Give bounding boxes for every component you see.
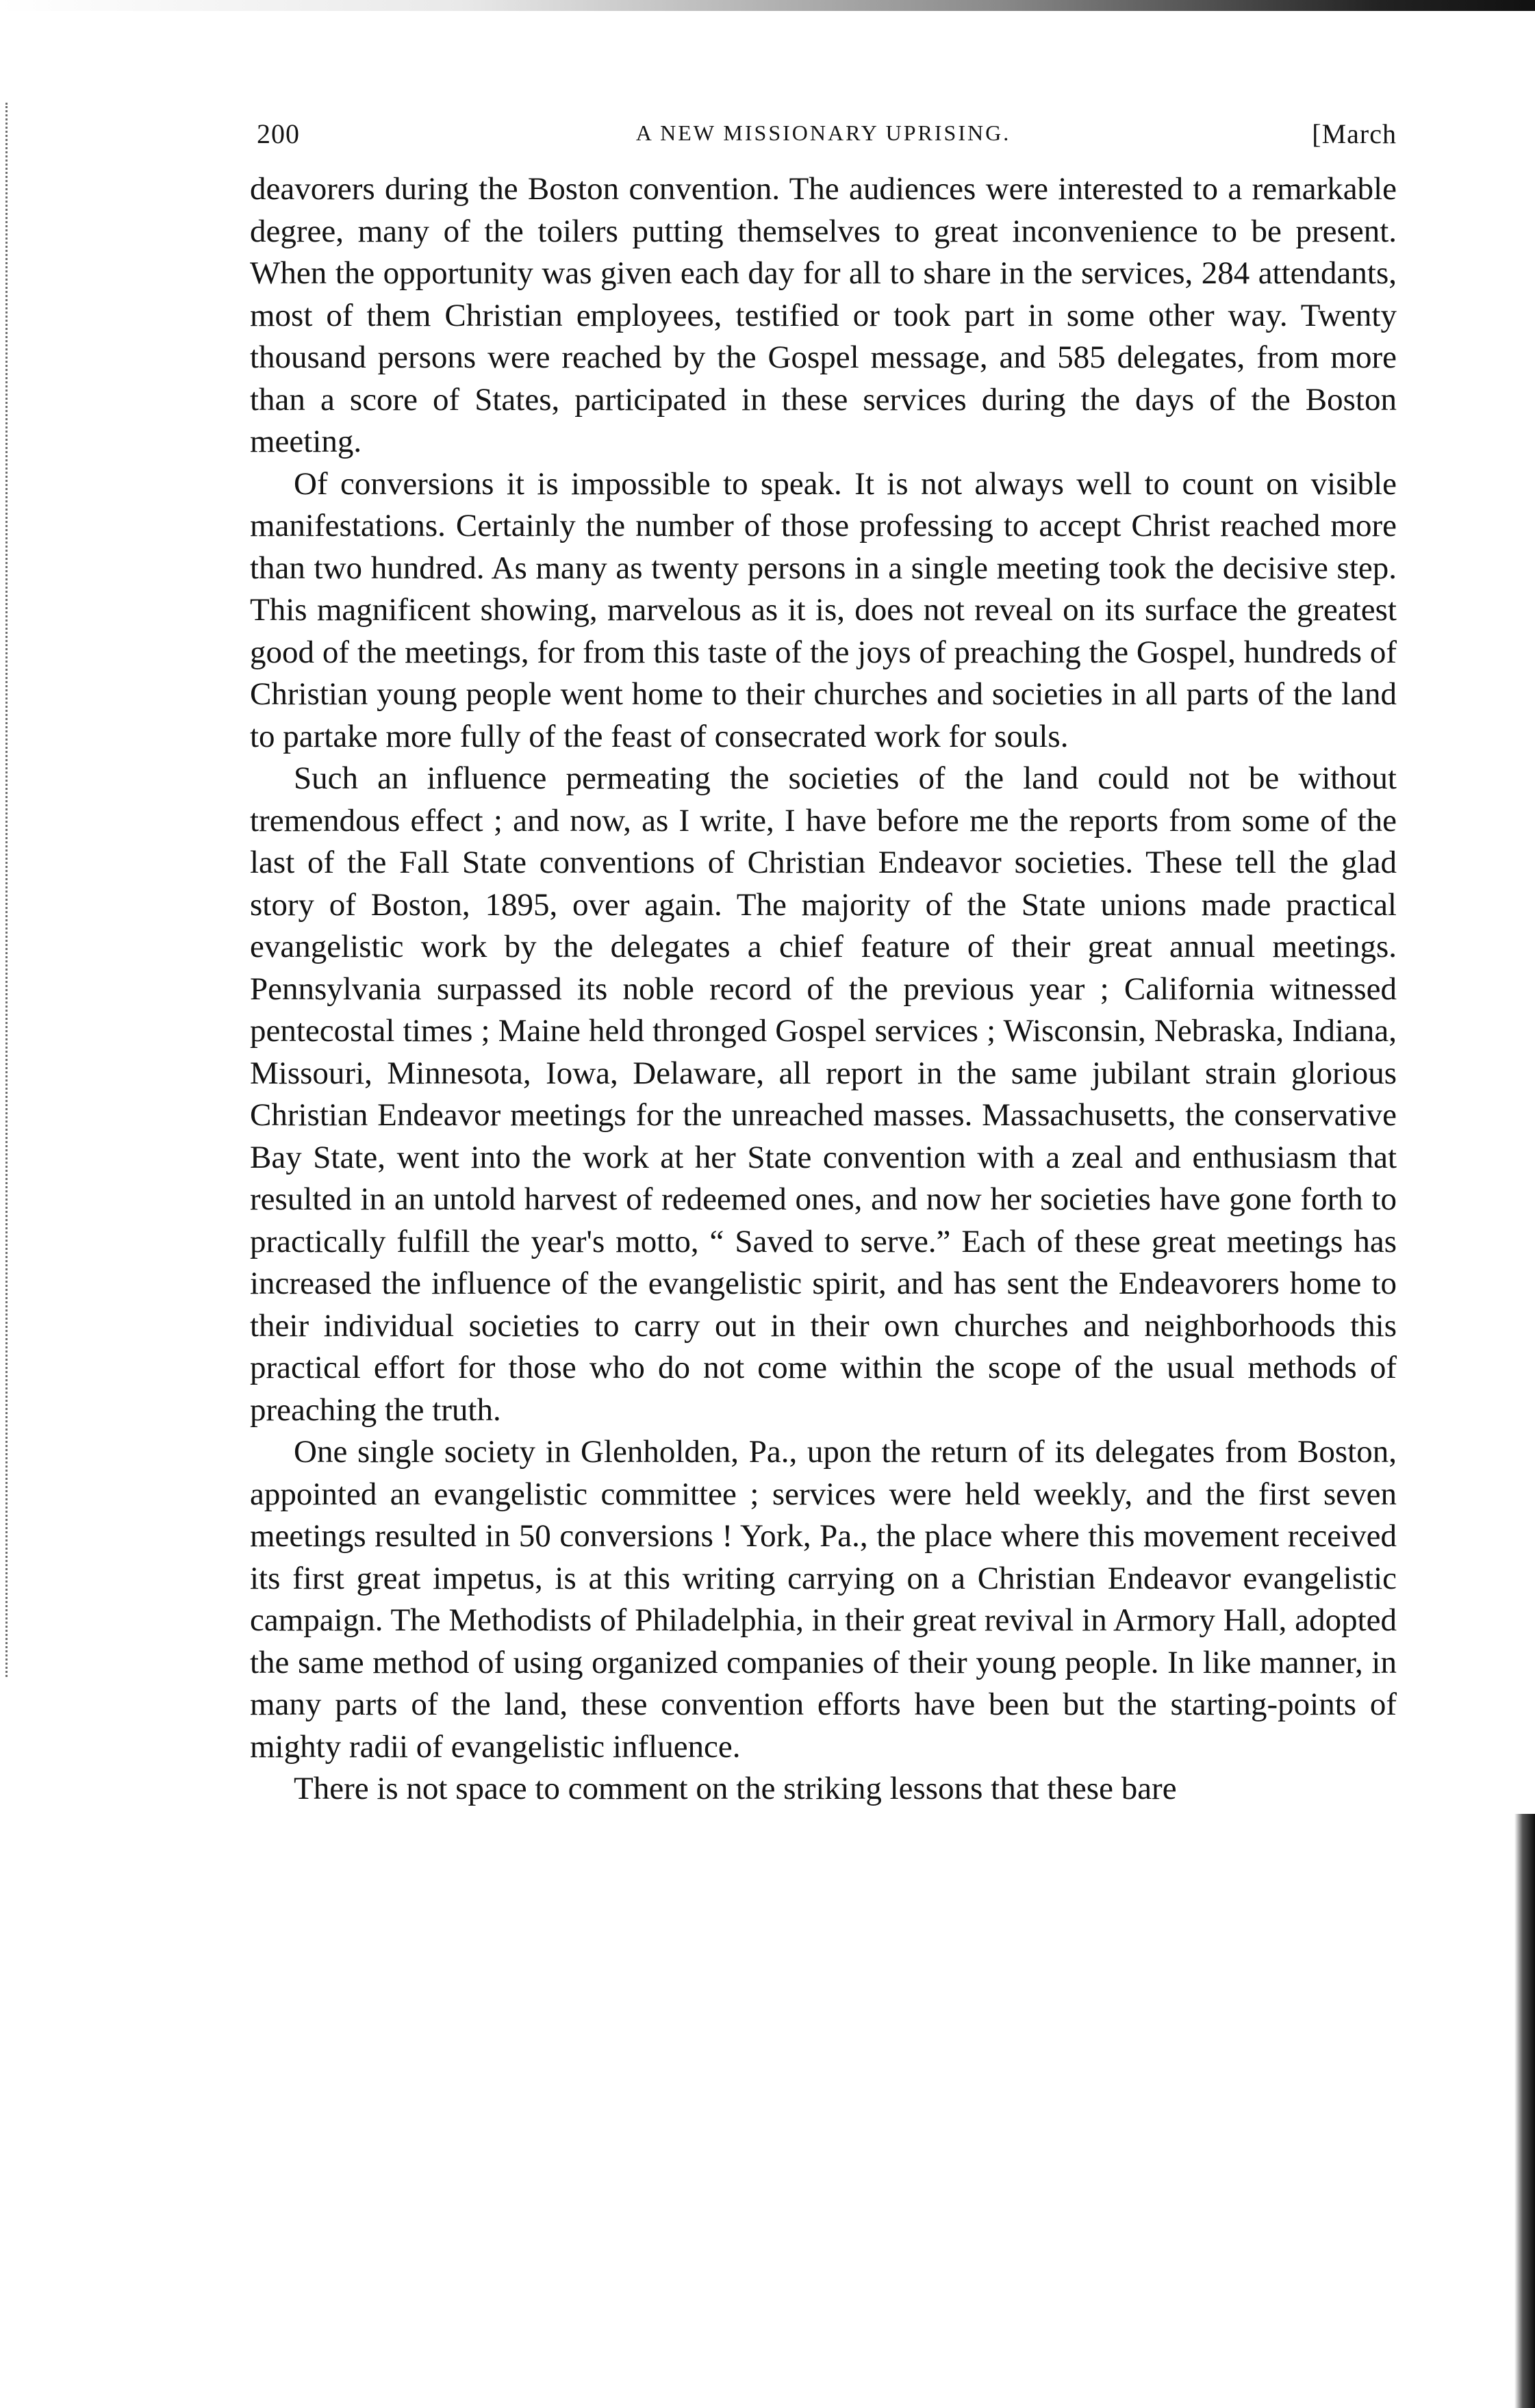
book-page: [250, 103, 1397, 1810]
paragraph-4: One single society in Glenholden, Pa., upon the return of its delegates from Boston, appointed an evangelistic committee ; services were held weekly, and the first seven meetings resulted in 50 conversions ! York, Pa., the place where this movement received its first great impetus, is at this writing carrying on a Christian Endeavor evangelistic campaign. The Methodists of Philadelphia, in their great revival in Armory Hall, adopted the same method of using organized companies of their young people. In like manner, in many parts of the land, these convention efforts have been but the starting-points of mighty radii of evangelistic influence.: [250, 1434, 1397, 1765]
body-text: [250, 168, 1397, 1810]
page-number: 200: [257, 118, 300, 149]
paragraph-5: There is not space to comment on the striking lessons that these bare: [294, 1771, 1177, 1806]
section-mark: [March: [1312, 118, 1397, 149]
page-header: [250, 103, 1397, 151]
scan-top-edge: [0, 0, 1535, 11]
paragraph-1: deavorers during the Boston convention. The audiences were interested to a remarkable degree, many of the toilers putting themselves to great inconvenience to be present. When the opportunity was given each day for all to share in the services, 284 attendants, most of them Christian employees, testified or took part in some other way. Twenty thousand persons were reached by the Gospel message, and 585 delegates, from more than a score of States, participated in these services during the days of the Boston meeting.: [250, 171, 1397, 459]
paragraph-2: Of conversions it is impossible to speak. It is not always well to count on visible manifestations. Certainly the number of those professing to accept Christ reached more than two hundred. As many as twenty persons in a single meeting took the decisive step. This magnificent showing, marvelous as it is, does not reveal on its surface the greatest good of the meetings, for from this taste of the joys of preaching the Gospel, hundreds of Christian young people went home to their churches and societies in all parts of the land to partake more fully of the feast of consecrated work for souls.: [250, 465, 1397, 754]
scan-right-edge: [1514, 1814, 1535, 2408]
running-head: A NEW MISSIONARY UPRISING.: [635, 120, 1011, 145]
scan-binding-edge: [5, 103, 13, 1677]
paragraph-3: Such an influence permeating the societies of the land could not be without tremendous effect ; and now, as I write, I have before me the reports from some of the last of the Fall State conventions of Christian Endeavor societies. These tell the glad story of Boston, 1895, over again. The majority of the State unions made practical evangelistic work by the delegates a chief feature of their great annual meetings. Pennsylvania surpassed its noble record of the previous year ; California witnessed pentecostal times ; Maine held thronged Gospel services ; Wisconsin, Nebraska, Indiana, Missouri, Minnesota, Iowa, Delaware, all report in the same jubilant strain glorious Christian Endeavor meetings for the unreached masses. Massachusetts, the conservative Bay State, went into the work at her State convention with a zeal and enthusiasm that resulted in an untold harvest of redeemed ones, and now her societies have gone forth to practically fulfill the year's motto, “ Saved to serve.” Each of these great meetings has increased the influence of the evangelistic spirit, and has sent the Endeavorers home to their individual societies to carry out in their own churches and neighborhoods this practical effort for those who do not come within the scope of the usual methods of preaching the truth.: [250, 760, 1397, 1428]
